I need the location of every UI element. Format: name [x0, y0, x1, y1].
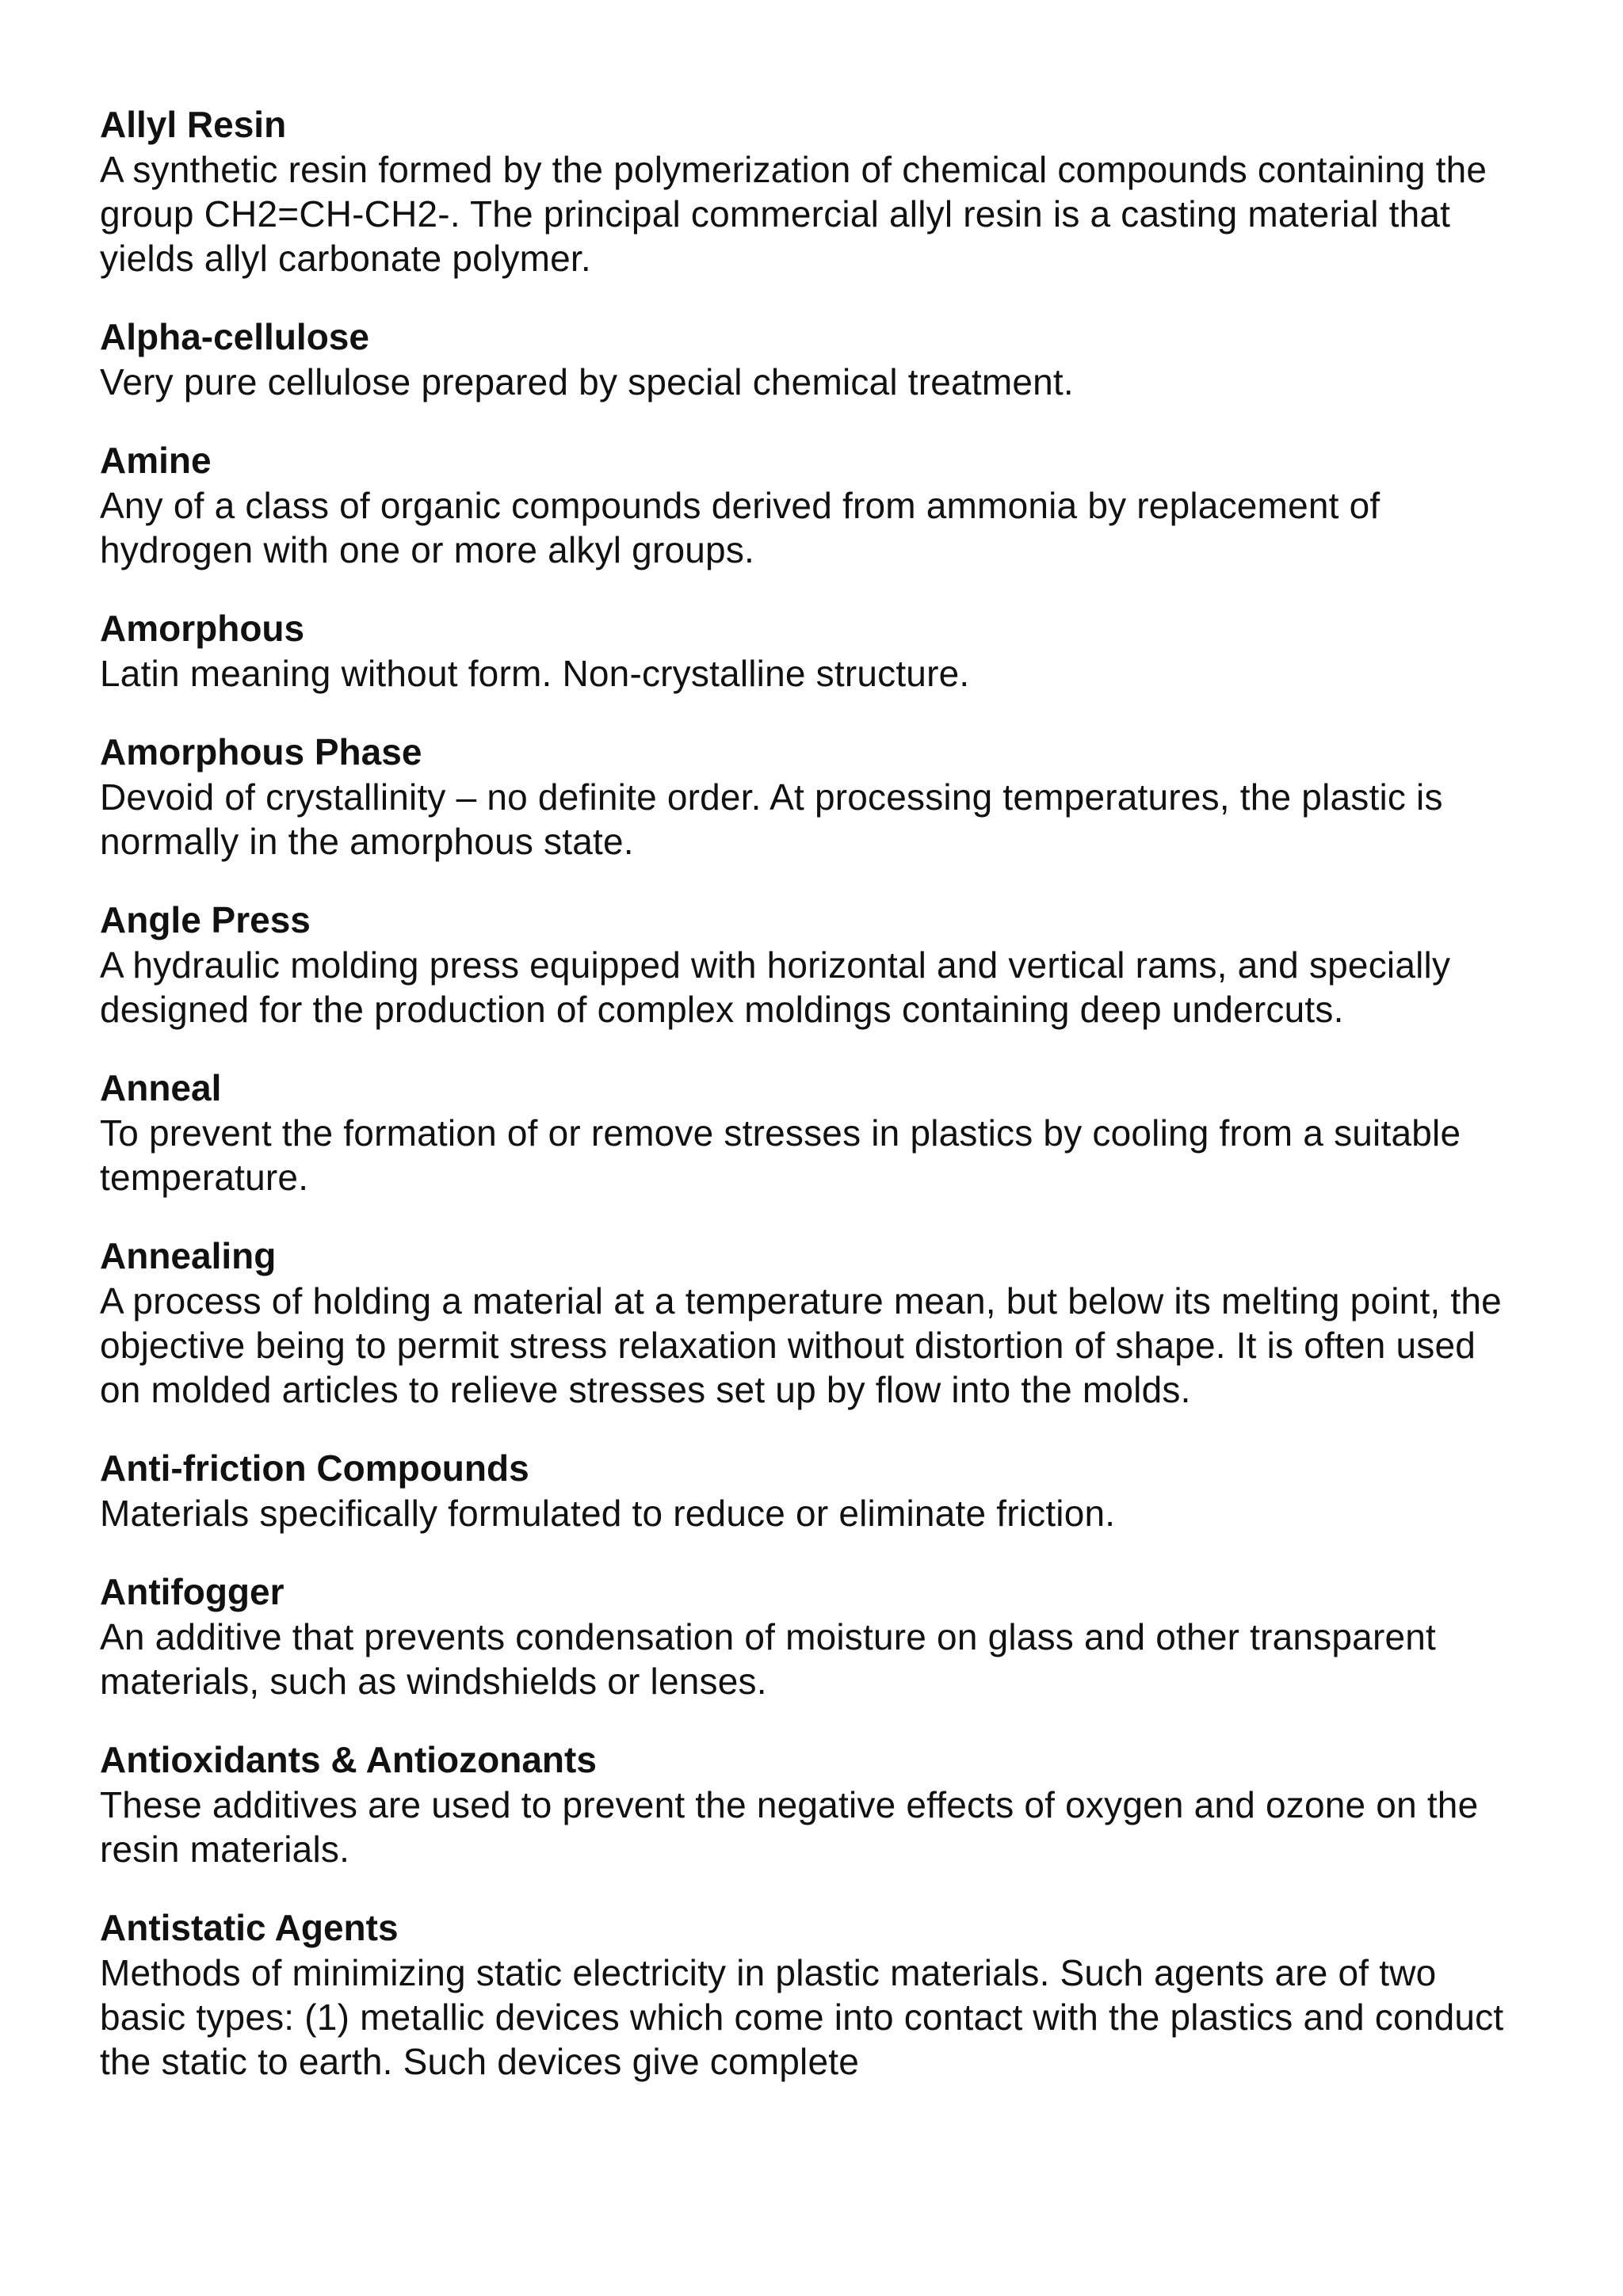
glossary-entry-antistatic-agents: [100, 1905, 1526, 2084]
term-heading: Antistatic Agents: [100, 1907, 399, 1948]
glossary-entry-angle-press: [100, 897, 1526, 1032]
term-heading: Anneal: [100, 1067, 222, 1108]
term-heading: Amorphous Phase: [100, 731, 422, 772]
term-definition: A process of holding a material at a temperature mean, but below its melting point, the objective being to permit stress relaxation without distortion of shape. It is often used on molded articles to relieve stresses set up by flow into the molds.: [100, 1280, 1502, 1410]
glossary-entry-alpha-cellulose: [100, 314, 1526, 404]
glossary-entry-antifogger: [100, 1569, 1526, 1703]
term-heading: Amine: [100, 440, 212, 481]
glossary-entry-antioxidants-antiozonants: [100, 1737, 1526, 1871]
glossary-entry-anti-friction-compounds: [100, 1445, 1526, 1535]
glossary-entry-allyl-resin: [100, 101, 1526, 280]
glossary-entry-annealing: [100, 1233, 1526, 1412]
glossary-entry-amorphous-phase: [100, 729, 1526, 864]
term-definition: These additives are used to prevent the negative effects of oxygen and ozone on the resin materials.: [100, 1784, 1479, 1870]
term-heading: Anti-friction Compounds: [100, 1447, 529, 1489]
term-definition: To prevent the formation of or remove stresses in plastics by cooling from a suitable temperature.: [100, 1112, 1461, 1198]
term-definition: A synthetic resin formed by the polymerization of chemical compounds containing the group CH2=CH-CH2-. The principal commercial allyl resin is a casting material that yields allyl carbonate polymer.: [100, 149, 1487, 279]
term-definition: An additive that prevents condensation of moisture on glass and other transparent materials, such as windshields or lenses.: [100, 1616, 1437, 1702]
term-heading: Amorphous: [100, 608, 305, 649]
term-heading: Angle Press: [100, 899, 311, 940]
term-definition: A hydraulic molding press equipped with horizontal and vertical rams, and specially designed for the production of complex moldings containing deep undercuts.: [100, 944, 1451, 1030]
term-definition: Latin meaning without form. Non-crystalline structure.: [100, 653, 970, 694]
glossary-entry-amorphous: [100, 605, 1526, 696]
term-definition: Materials specifically formulated to reduce or eliminate friction.: [100, 1493, 1116, 1534]
glossary-page: [100, 101, 1526, 2117]
term-heading: Alpha-cellulose: [100, 316, 369, 357]
glossary-entry-anneal: [100, 1065, 1526, 1199]
term-heading: Antioxidants & Antiozonants: [100, 1739, 597, 1780]
glossary-entry-amine: [100, 437, 1526, 572]
term-heading: Annealing: [100, 1235, 277, 1276]
term-definition: Any of a class of organic compounds derived from ammonia by replacement of hydrogen with one or more alkyl groups.: [100, 485, 1381, 570]
term-definition: Very pure cellulose prepared by special chemical treatment.: [100, 361, 1074, 402]
term-definition: Methods of minimizing static electricity in plastic materials. Such agents are of two basic types: (1) metallic devices which come into contact with the plastics and conduct the static to earth. Such devices give complete: [100, 1952, 1504, 2082]
term-heading: Allyl Resin: [100, 104, 287, 145]
term-definition: Devoid of crystallinity – no definite order. At processing temperatures, the plastic is normally in the amorphous state.: [100, 776, 1443, 862]
term-heading: Antifogger: [100, 1571, 285, 1612]
